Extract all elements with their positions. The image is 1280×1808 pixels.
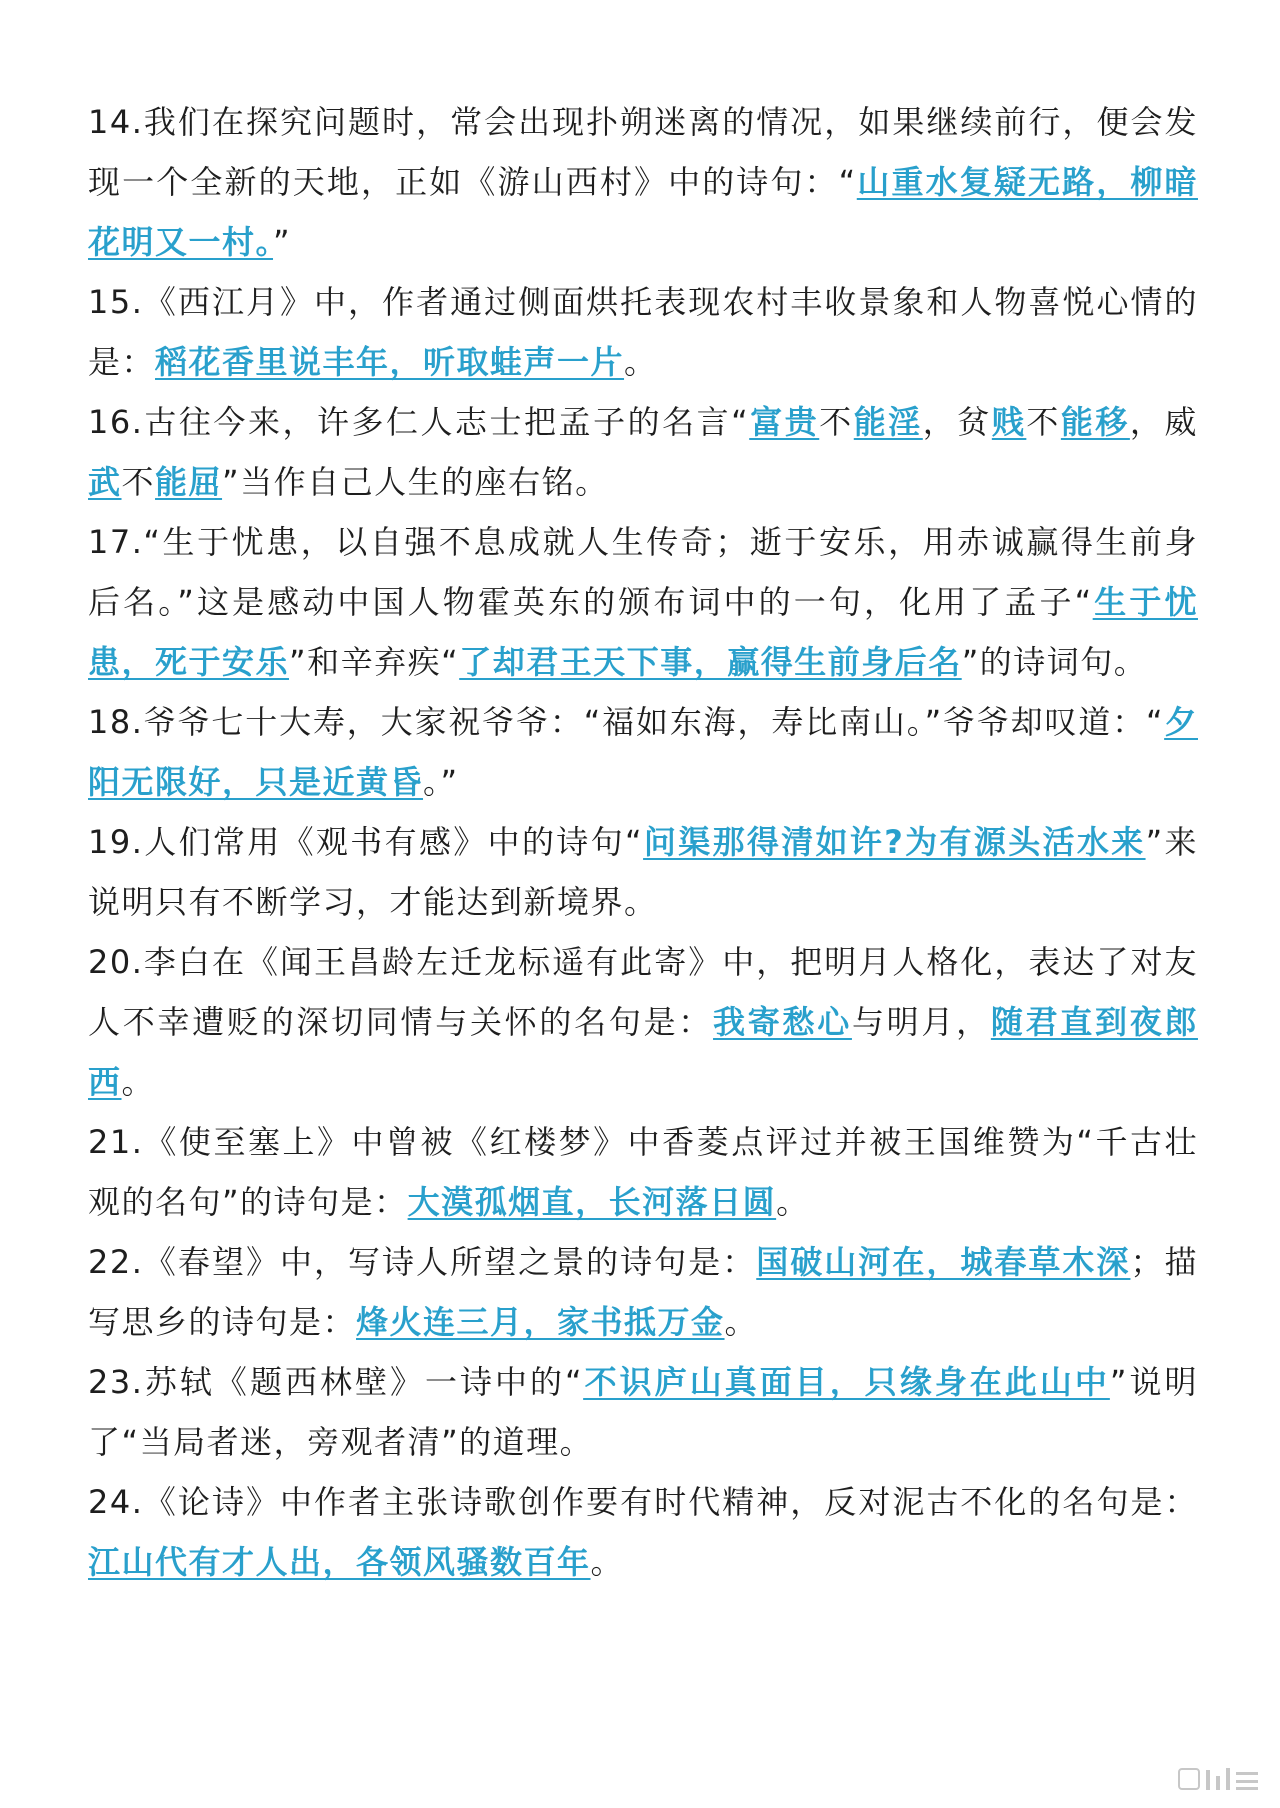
question-item	[88, 932, 1198, 1112]
question-text: 人们常用《观书有感》中的诗句“	[143, 823, 644, 861]
question-text: 爷爷七十大寿，大家祝爷爷：“福如东海，寿比南山。”爷爷却叹道：“	[143, 703, 1165, 741]
answer-text: 能淫	[853, 403, 923, 441]
question-item	[88, 812, 1198, 932]
question-item	[88, 692, 1198, 812]
answer-text: 能移	[1060, 403, 1130, 441]
question-text: 李白在《闻王昌龄左迁龙标遥有此寄》中，把明月人格化，表达了对友人不幸遭贬的深切同情与关怀的名句是：	[88, 943, 1198, 1041]
question-text: ”来说明只有不断学习，才能达到新境界。	[88, 823, 1198, 921]
question-text: 我们在探究问题时，常会出现扑朔迷离的情况，如果继续前行，便会发现一个全新的天地，正如《游山西村》中的诗句：“	[88, 103, 1198, 201]
answer-text: 夕阳无限好，只是近黄昏	[88, 703, 1198, 801]
watermark-lines-glyph	[1236, 1772, 1258, 1790]
question-text: 。	[776, 1183, 810, 1221]
question-number: 23.	[88, 1363, 144, 1401]
question-item	[88, 92, 1198, 272]
question-number: 15.	[88, 283, 144, 321]
question-text: 不	[121, 463, 156, 501]
question-number: 20.	[88, 943, 144, 981]
answer-text: 贱	[991, 403, 1027, 441]
question-text: 。	[590, 1543, 625, 1581]
question-text: 《使至塞上》中曾被《红楼梦》中香菱点评过并被王国维赞为“千古壮观的名句”的诗句是：	[88, 1123, 1198, 1221]
question-text: “生于忧患，以自强不息成就人生传奇；逝于安乐，用赤诚赢得生前身后名。”这是感动中国人物霍英东的颁布词中的一句，化用了孟子“	[88, 523, 1198, 621]
question-text: ”的诗词句。	[961, 643, 1148, 681]
question-text: 。	[121, 1063, 156, 1101]
question-number: 16.	[88, 403, 144, 441]
answer-text: 稻花香里说丰年，听取蛙声一片	[155, 343, 625, 381]
answer-text: 富贵	[749, 403, 820, 441]
answer-text: 山重水复疑无路，柳暗花明又一村。	[88, 163, 1198, 261]
question-text: 不	[1026, 403, 1061, 441]
answer-text: 国破山河在，城春草木深	[756, 1243, 1131, 1281]
question-text: 不	[819, 403, 854, 441]
question-item	[88, 1112, 1198, 1232]
answer-text: 大漠孤烟直，长河落日圆	[407, 1183, 777, 1221]
answer-text: 不识庐山真面目，只缘身在此山中	[583, 1363, 1110, 1401]
question-text: ，贫	[922, 403, 992, 441]
watermark-bar-glyph	[1216, 1776, 1220, 1790]
question-text: ”	[273, 223, 292, 261]
answer-text: 武	[88, 463, 122, 501]
answer-text: 问渠那得清如许?为有源头活水来	[643, 823, 1146, 861]
watermark-bar-glyph	[1206, 1770, 1210, 1790]
question-text: 《春望》中，写诗人所望之景的诗句是：	[143, 1243, 757, 1281]
question-number: 14.	[88, 103, 144, 141]
watermark-bar-glyph	[1226, 1768, 1230, 1790]
question-item	[88, 1232, 1198, 1352]
question-number: 22.	[88, 1243, 144, 1281]
answer-text: 能屈	[155, 463, 223, 501]
question-text: ，威	[1129, 403, 1198, 441]
question-text: ”当作自己人生的座右铭。	[222, 463, 609, 501]
question-number: 24.	[88, 1483, 144, 1521]
question-text: ”说明了“当局者迷，旁观者清”的道理。	[88, 1363, 1198, 1461]
question-text: 与明月，	[851, 1003, 991, 1041]
question-text: 古往今来，许多仁人志士把孟子的名言“	[143, 403, 750, 441]
question-item	[88, 1352, 1198, 1472]
watermark-box-glyph	[1178, 1768, 1200, 1790]
answer-text: 了却君王天下事，赢得生前身后名	[459, 643, 962, 681]
question-text: 。	[724, 1303, 759, 1341]
answer-text: 我寄愁心	[713, 1003, 852, 1041]
question-item	[88, 512, 1198, 692]
question-item	[88, 392, 1198, 512]
watermark-icon	[1178, 1768, 1258, 1790]
question-number: 19.	[88, 823, 144, 861]
question-number: 18.	[88, 703, 144, 741]
question-item	[88, 1472, 1198, 1592]
question-text: 。”	[423, 763, 459, 801]
question-text: 《论诗》中作者主张诗歌创作要有时代精神，反对泥古不化的名句是：	[143, 1483, 1198, 1521]
answer-text: 随君直到夜郎西	[88, 1003, 1198, 1101]
question-text: 《西江月》中，作者通过侧面烘托表现农村丰收景象和人物喜悦心情的是：	[88, 283, 1198, 381]
question-item	[88, 272, 1198, 392]
answer-text: 江山代有才人出，各领风骚数百年	[88, 1543, 591, 1581]
question-text: ”和辛弃疾“	[289, 643, 460, 681]
question-list	[88, 92, 1198, 1592]
question-number: 21.	[88, 1123, 144, 1161]
answer-text: 烽火连三月，家书抵万金	[356, 1303, 725, 1341]
question-number: 17.	[88, 523, 144, 561]
answer-text: 生于忧患，死于安乐	[88, 583, 1198, 681]
question-text: 。	[624, 343, 658, 381]
question-text: ；描写思乡的诗句是：	[88, 1243, 1198, 1341]
question-text: 苏轼《题西林壁》一诗中的“	[143, 1363, 584, 1401]
